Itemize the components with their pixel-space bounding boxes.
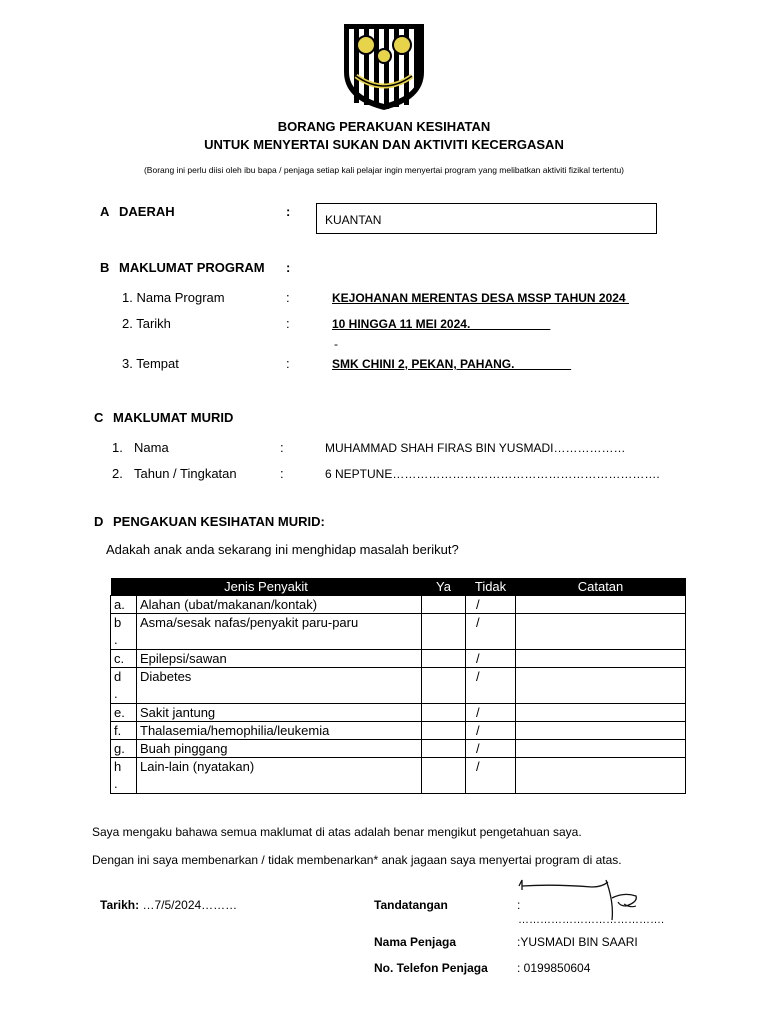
- row-catatan-cell[interactable]: [516, 704, 686, 722]
- table-row: [111, 650, 686, 668]
- row-letter: c.: [111, 650, 137, 668]
- row-ya-cell[interactable]: [422, 650, 466, 668]
- program-venue-value: SMK CHINI 2, PEKAN, PAHANG.: [332, 357, 572, 371]
- header-disease: Jenis Penyakit: [111, 578, 422, 596]
- school-crest-logo: [340, 20, 428, 112]
- row-disease: Lain-lain (nyatakan): [137, 758, 422, 794]
- row-tidak-cell[interactable]: /: [466, 596, 516, 614]
- section-b-label: MAKLUMAT PROGRAM: [119, 260, 265, 275]
- tandatangan-label: Tandatangan: [374, 898, 448, 912]
- row-tidak-cell[interactable]: /: [466, 668, 516, 704]
- header-catatan: Catatan: [516, 578, 686, 596]
- program-venue-label: 3. Tempat: [122, 356, 179, 371]
- row-catatan-cell[interactable]: [516, 758, 686, 794]
- row-letter: g.: [111, 740, 137, 758]
- section-d-question: Adakah anak anda sekarang ini menghidap masalah berikut?: [106, 542, 459, 557]
- table-row: [111, 596, 686, 614]
- student-class-label: Tahun / Tingkatan: [134, 466, 237, 481]
- nama-penjaga-value: :YUSMADI BIN SAARI: [517, 935, 638, 949]
- row-catatan-cell[interactable]: [516, 740, 686, 758]
- section-a-colon: :: [286, 204, 291, 219]
- program-name-value: KEJOHANAN MERENTAS DESA MSSP TAHUN 2024: [332, 291, 629, 305]
- program-date-extra: -: [334, 337, 338, 351]
- section-b-colon: :: [286, 260, 291, 275]
- table-header-row: [111, 578, 686, 596]
- row-ya-cell[interactable]: [422, 614, 466, 650]
- declaration-line-2: Dengan ini saya membenarkan / tidak membenarkan* anak jagaan saya menyertai program di atas.: [92, 853, 622, 867]
- health-table: [110, 578, 686, 794]
- row-disease: Sakit jantung: [137, 704, 422, 722]
- row-disease: Diabetes: [137, 668, 422, 704]
- row-tidak-cell[interactable]: /: [466, 740, 516, 758]
- tandatangan-colon: :: [517, 898, 521, 912]
- row-ya-cell[interactable]: [422, 668, 466, 704]
- signature-image: [514, 872, 664, 924]
- row-catatan-cell[interactable]: [516, 614, 686, 650]
- student-class-colon: :: [280, 466, 284, 481]
- telefon-penjaga-value: : 0199850604: [517, 961, 591, 975]
- program-name-colon: :: [286, 290, 290, 305]
- nama-penjaga-label: Nama Penjaga: [374, 935, 457, 949]
- section-a-label: DAERAH: [119, 204, 175, 219]
- telefon-penjaga-label: No. Telefon Penjaga: [374, 961, 488, 975]
- student-name-num: 1.: [112, 440, 123, 455]
- table-row: [111, 704, 686, 722]
- tandatangan-dots: ………………………………….: [518, 914, 665, 926]
- row-ya-cell[interactable]: [422, 722, 466, 740]
- row-ya-cell[interactable]: [422, 596, 466, 614]
- row-letter: h .: [111, 758, 137, 794]
- table-row: [111, 722, 686, 740]
- form-title: BORANG PERAKUAN KESIHATAN: [277, 119, 491, 134]
- table-row: [111, 614, 686, 650]
- program-venue-colon: :: [286, 356, 290, 371]
- student-name-value: MUHAMMAD SHAH FIRAS BIN YUSMADI………………: [325, 441, 626, 455]
- row-letter: b .: [111, 614, 137, 650]
- row-tidak-cell[interactable]: /: [466, 614, 516, 650]
- program-date-colon: :: [286, 316, 290, 331]
- row-disease: Buah pinggang: [137, 740, 422, 758]
- section-d-label: PENGAKUAN KESIHATAN MURID:: [113, 514, 325, 529]
- section-c-label: MAKLUMAT MURID: [113, 410, 234, 425]
- section-d-letter: D: [94, 514, 104, 529]
- header-ya: Ya: [422, 578, 466, 596]
- section-b-letter: B: [100, 260, 110, 275]
- row-ya-cell[interactable]: [422, 704, 466, 722]
- tarikh-label: Tarikh:: [100, 898, 140, 912]
- row-catatan-cell[interactable]: [516, 668, 686, 704]
- row-tidak-cell[interactable]: /: [466, 722, 516, 740]
- row-ya-cell[interactable]: [422, 758, 466, 794]
- program-name-label: 1. Nama Program: [122, 290, 225, 305]
- student-name-label: Nama: [134, 440, 169, 455]
- program-date-label: 2. Tarikh: [122, 316, 171, 331]
- row-disease: Alahan (ubat/makanan/kontak): [137, 596, 422, 614]
- daerah-field[interactable]: KUANTAN: [316, 203, 657, 234]
- tarikh-line: [100, 898, 237, 912]
- row-catatan-cell[interactable]: [516, 650, 686, 668]
- row-letter: a.: [111, 596, 137, 614]
- row-ya-cell[interactable]: [422, 740, 466, 758]
- form-note: (Borang ini perlu diisi oleh ibu bapa / penjaga setiap kali pelajar ingin menyertai program yang melibatkan aktiviti fizikal tertentu): [143, 165, 625, 175]
- table-row: [111, 740, 686, 758]
- declaration-line-1: Saya mengaku bahawa semua maklumat di atas adalah benar mengikut pengetahuan saya.: [92, 825, 582, 839]
- section-c-letter: C: [94, 410, 104, 425]
- row-disease: Thalasemia/hemophilia/leukemia: [137, 722, 422, 740]
- row-tidak-cell[interactable]: /: [466, 650, 516, 668]
- student-class-num: 2.: [112, 466, 123, 481]
- table-row: [111, 758, 686, 794]
- row-catatan-cell[interactable]: [516, 596, 686, 614]
- form-subtitle: UNTUK MENYERTAI SUKAN DAN AKTIVITI KECERGASAN: [204, 137, 564, 152]
- table-row: [111, 668, 686, 704]
- program-date-value: 10 HINGGA 11 MEI 2024.: [332, 317, 551, 331]
- student-name-colon: :: [280, 440, 284, 455]
- header-tidak: Tidak: [466, 578, 516, 596]
- row-catatan-cell[interactable]: [516, 722, 686, 740]
- row-tidak-cell[interactable]: /: [466, 704, 516, 722]
- tarikh-value: …7/5/2024………: [139, 898, 238, 912]
- student-class-value: 6 NEPTUNE………………………………………………………….: [325, 467, 660, 481]
- row-disease: Epilepsi/sawan: [137, 650, 422, 668]
- row-letter: f.: [111, 722, 137, 740]
- row-tidak-cell[interactable]: /: [466, 758, 516, 794]
- section-a-letter: A: [100, 204, 110, 219]
- row-letter: d .: [111, 668, 137, 704]
- row-disease: Asma/sesak nafas/penyakit paru-paru: [137, 614, 422, 650]
- row-letter: e.: [111, 704, 137, 722]
